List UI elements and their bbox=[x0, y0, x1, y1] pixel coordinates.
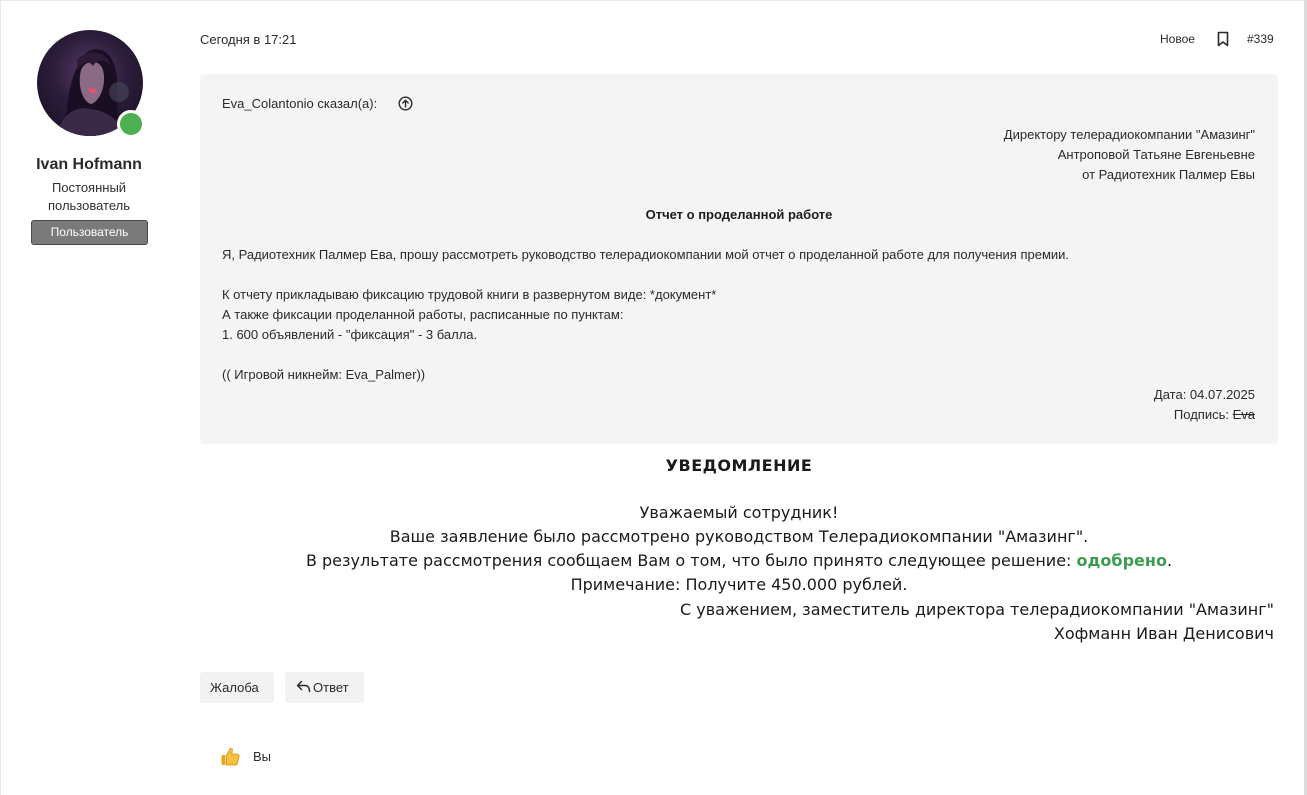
notice-title: УВЕДОМЛЕНИЕ bbox=[665, 456, 813, 475]
addressee-line: от Радиотехник Палмер Евы bbox=[1082, 167, 1255, 182]
reply-label: Ответ bbox=[313, 680, 349, 695]
notice-greeting: Уважаемый сотрудник! bbox=[639, 503, 839, 522]
username[interactable]: Ivan Hofmann bbox=[36, 156, 142, 173]
decision-prefix: В результате рассмотрения сообщаем Вам о том, что было принято следующее решение: bbox=[305, 551, 1077, 570]
post-date[interactable]: Сегодня в 17:21 bbox=[200, 32, 297, 47]
online-status-indicator bbox=[117, 110, 145, 138]
reply-icon bbox=[296, 673, 311, 686]
user-title: Постоянный пользователь bbox=[47, 180, 131, 213]
report-body-line: (( Игровой никнейм: Eva_Palmer)) bbox=[222, 367, 426, 382]
arrow-up-circle-icon[interactable] bbox=[398, 96, 413, 111]
notice-signer: Хофманн Иван Денисович bbox=[1053, 624, 1274, 643]
report-button[interactable] bbox=[200, 672, 274, 703]
report-heading: Отчет о проделанной работе bbox=[645, 207, 833, 222]
avatar-link[interactable] bbox=[37, 30, 143, 136]
quote-author[interactable]: Eva_Colantonio сказал(а): bbox=[222, 96, 378, 111]
addressee-line: Директору телерадиокомпании "Амазинг" bbox=[1003, 127, 1255, 142]
signature-label: Подпись: bbox=[1173, 407, 1233, 422]
report-body-line: К отчету прикладываю фиксацию трудовой книги в развернутом виде: *документ* bbox=[222, 287, 717, 302]
notice-closing: С уважением, заместитель директора телерадиокомпании "Амазинг" bbox=[680, 600, 1274, 619]
decision-suffix: . bbox=[1166, 551, 1173, 570]
notice-line: Ваше заявление было рассмотрено руководством Телерадиокомпании "Амазинг". bbox=[389, 527, 1089, 546]
report-body-line: А также фиксации проделанной работы, расписанные по пунктам: bbox=[222, 307, 624, 322]
notice-decision-line bbox=[200, 551, 1278, 570]
quote-block bbox=[200, 74, 1278, 444]
thumbs-up-icon[interactable] bbox=[220, 746, 241, 767]
post-number[interactable]: #339 bbox=[1247, 32, 1274, 46]
user-banner: Пользователь bbox=[31, 220, 148, 245]
report-label: Жалоба bbox=[210, 680, 259, 695]
bookmark-icon[interactable] bbox=[1216, 31, 1230, 47]
addressee-line: Антроповой Татьяне Евгеньевне bbox=[1057, 147, 1255, 162]
report-body-line: Я, Радиотехник Палмер Ева, прошу рассмотреть руководство телерадиокомпании мой отчет о проделанной работе для получения премии. bbox=[222, 247, 1070, 262]
reply-button[interactable] bbox=[285, 672, 364, 703]
reactions-summary[interactable]: Вы bbox=[253, 749, 272, 764]
report-signature bbox=[1174, 407, 1255, 422]
decision-status: одобрено bbox=[1076, 551, 1167, 570]
new-label[interactable]: Новое bbox=[1160, 32, 1195, 46]
notice-note: Примечание: Получите 450.000 рублей. bbox=[570, 575, 908, 594]
report-date: Дата: 04.07.2025 bbox=[1153, 387, 1255, 402]
signature-value: Eva bbox=[1232, 407, 1255, 422]
report-body-line: 1. 600 объявлений - "фиксация" - 3 балла. bbox=[222, 327, 478, 342]
